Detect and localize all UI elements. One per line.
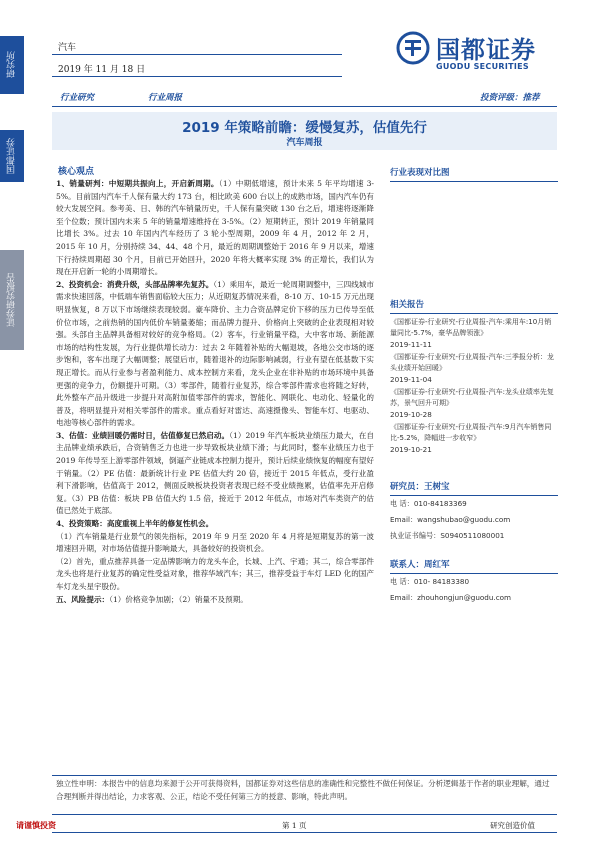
- analyst-info: [390, 480, 558, 544]
- sidebar-tab-brand: 国都证券: [0, 130, 24, 182]
- p1-heading: 1、销量研判：中短期共振向上，开启新周期。: [56, 179, 219, 188]
- contact-email-link[interactable]: zhouhongjun@guodu.com: [417, 593, 512, 602]
- p2-body: （1）乘用车，最近一轮周期调整中，三四线城市需求快速回落，中低端车销售面临较大压力；从近期复苏情况来看，8-10 万、10-15 万元出现明显恢复，8 万以下市场继续表现较弱。豪车降价、主力合资品牌定价下移的压力已传导至低价位市场，之前热销的国内低价车销量萎缩；而品牌力提升、价格向上突破的企业表现相对较强。头部自主品牌具备相对较好的竞争格局。（2）客车，行业销量平稳，大中客市场、新能源市场的结构性发展，为行业提供增长动力：过去 2 年随着补贴的大幅退坡，各地公交市场的逐步饱和，客车出现了大幅调整；展望后市，随着退补的边际影响减弱，行业有望在低基数下实现正增长。而从行业参与者盈利能力、成本控制方来看，龙头企业在非补贴的市场环境中具备更强的竞争力，份额提升可期。（3）零部件，随着行业复苏，综合零部件需求也将随之好转，此外整车产品升级进一步提升对高附加值零部件的需求，智能化、网联化、电动化、轻量化的普及，将明显提升对相关零部件的需求。重点看好对雷达、高速摄像头、智能车灯、电驱动、电池等核心部件的需求。: [56, 279, 374, 428]
- p3-body: （1）2019 年汽车板块业绩压力最大，在自主品牌业绩承跌后，合资销售乏力也进一步导致板块业绩下滑；与此同时，整车业绩压力也于 2019 年传导至上游零部件领域，倒逼产业链成本控制力提升，预计后续业绩恢复的幅度有望好于销量。（2）PE 估值：最新统计行业 PE 估值大约 20 倍，接近于 2015 年低点，受行业盈利下滑影响，估值高于 2012，侧面反映板块投资者表现已经不受业绩拖累，估值率先开启修复。（3）PB 估值：板块 PB 估值大约 1.5 倍，接近于 2012 年低点，市场对汽车类资产的估值已然处于底部。: [56, 430, 374, 516]
- footer-warning: 请谨慎投资: [16, 820, 56, 830]
- header-industry: 汽车: [58, 43, 77, 53]
- related-reports-title: 相关报告: [390, 300, 425, 310]
- report-date: 2019-10-21: [390, 445, 432, 454]
- p1-body: （1）中期低增速，预计未来 5 年平均增速 3-5%。目前国内汽车千人保有量大约 173 台，相比欧美 600 台以上的成熟市场，国内汽车仍有较大发展空间。参考美、日、韩的汽车销量历史，千人保有量突破 130 台之后，增速将逐渐降至个位数；预计国内未来 5 年的销量增速维持在 3-5%。（2）短期转正，预计 2019 年销量同比增长 3%。过去 10 年国内汽车经历了 3 轮小型周期，2009 年 4 月，2012 年 2 月，2015 年 10 月，分别持续 34、44、48 个月，最近的周期调整始于 2016 年 9 月以来，增速下行持续周期超 30 个月，目前已开始回升，2020 年将大概率实现 3% 的正增长，我们认为现在开启新一轮的小周期增长。: [56, 179, 374, 277]
- related-reports-divider: [390, 313, 558, 314]
- logo-text: 国都证券: [436, 36, 536, 64]
- report-date: 2019-10-28: [390, 410, 432, 419]
- paragraph-5: [56, 594, 374, 607]
- paragraph-3: [56, 430, 374, 518]
- page-number: 第 1 页: [282, 821, 307, 830]
- performance-chart-panel: [390, 166, 558, 182]
- page-title: 2019 年策略前瞻：缓慢复苏，估值先行: [182, 120, 427, 136]
- section-title: 核心观点: [58, 167, 95, 177]
- contact-name: 联系人：周红军: [390, 560, 450, 570]
- header-divider: [52, 76, 342, 77]
- side-strip: [0, 0, 24, 841]
- contact-info: [390, 558, 558, 606]
- paragraph-1: [56, 178, 374, 279]
- meta-rating: 投资评级：推荐: [480, 93, 540, 103]
- analyst-phone: 电 话：010-84183369: [390, 499, 467, 508]
- p2-heading: 2、投资机会：消费升级，头部品牌率先复苏。: [56, 279, 214, 289]
- p5-body: （1）价格竞争加剧；（2）销量不及预期。: [109, 594, 248, 604]
- paragraph-4a: （1）汽车销量是行业景气的领先指标，2019 年 9 月至 2020 年 4 月将是短期复苏的第一波增速回升期，对市场估值提升影响最大，具备较好的投资机会。: [56, 531, 374, 554]
- sidebar-tab-research: 研究所: [0, 36, 24, 94]
- analyst-email: Email：wangshubao@guodu.com: [390, 515, 511, 524]
- analyst-name: 研究员：王树宝: [390, 482, 450, 492]
- contact-phone: 电 话：010- 84183380: [390, 577, 470, 586]
- main-content: [56, 178, 374, 606]
- contact-email: Email：zhouhongjun@guodu.com: [390, 593, 512, 602]
- report-date: 2019-11-11: [390, 340, 432, 349]
- p5-heading: 五、风险提示：: [56, 594, 110, 604]
- paragraph-2: [56, 279, 374, 430]
- paragraph-4b: （2）首先，重点推荐具备一定品牌影响力的龙头车企，长城、上汽、宇通；其二，综合零部件龙头也将是行业复苏的确定性受益对象，推荐华域汽车；其三，推荐受益于车灯 LED 化的国产车灯龙头星宇股份。: [56, 556, 374, 591]
- meta-type-weekly: 行业周报: [148, 93, 183, 103]
- p4-heading: 4、投资策略：高度重视上半年的修复性机会。: [56, 519, 214, 529]
- footer-divider: [52, 832, 557, 833]
- header-date: 2019 年 11 月 18 日: [58, 65, 146, 75]
- performance-chart-title: 行业表现对比图: [390, 168, 450, 178]
- analyst-email-link[interactable]: wangshubao@guodu.com: [417, 515, 511, 524]
- disclaimer: 独立性申明：本报告中的信息均来源于公开可获得资料，国都证券对这些信息的准确性和完整性不做任何保证。分析逻辑基于作者的职业理解，通过合理判断并得出结论，力求客观、公正，结论不受任何第三方的授意、影响，特此声明。: [52, 775, 557, 815]
- page-subtitle: 汽车周报: [286, 138, 323, 148]
- p3-heading: 3、估值：业绩回暖仍需时日，估值修复已然启动。: [56, 430, 230, 440]
- logo-text-en: GUODU SECURITIES: [436, 62, 529, 71]
- sidebar-tab-report-type: 证券研究报告: [0, 250, 24, 350]
- related-reports: [390, 298, 558, 457]
- title-box: [52, 112, 557, 150]
- footer-slogan: 研究创造价值: [490, 821, 535, 830]
- header-divider: [52, 54, 342, 55]
- report-link[interactable]: 《国都证券-行业研究-行业周报-汽车:9月汽车销售同比-5.2%，降幅进一步收窄》: [390, 423, 552, 442]
- report-link[interactable]: 《国都证券-行业研究-行业周报-汽车:龙头业绩率先复苏，景气回升可期》: [390, 388, 554, 407]
- report-link[interactable]: 《国都证券-行业研究-行业周报-汽车:三季报分析：龙头业绩开始回暖》: [390, 353, 554, 372]
- meta-bar: [52, 86, 557, 107]
- report-link[interactable]: 《国都证券-行业研究-行业周报-汽车:乘用车:10月销量同比-5.7%，豪华品牌领涨》: [390, 318, 552, 337]
- performance-chart-divider: [390, 181, 558, 182]
- report-date: 2019-11-04: [390, 375, 432, 384]
- analyst-cert: 执业证书编号：S0940511080001: [390, 531, 505, 540]
- meta-type-research: 行业研究: [60, 93, 95, 103]
- paragraph-4: [56, 518, 374, 531]
